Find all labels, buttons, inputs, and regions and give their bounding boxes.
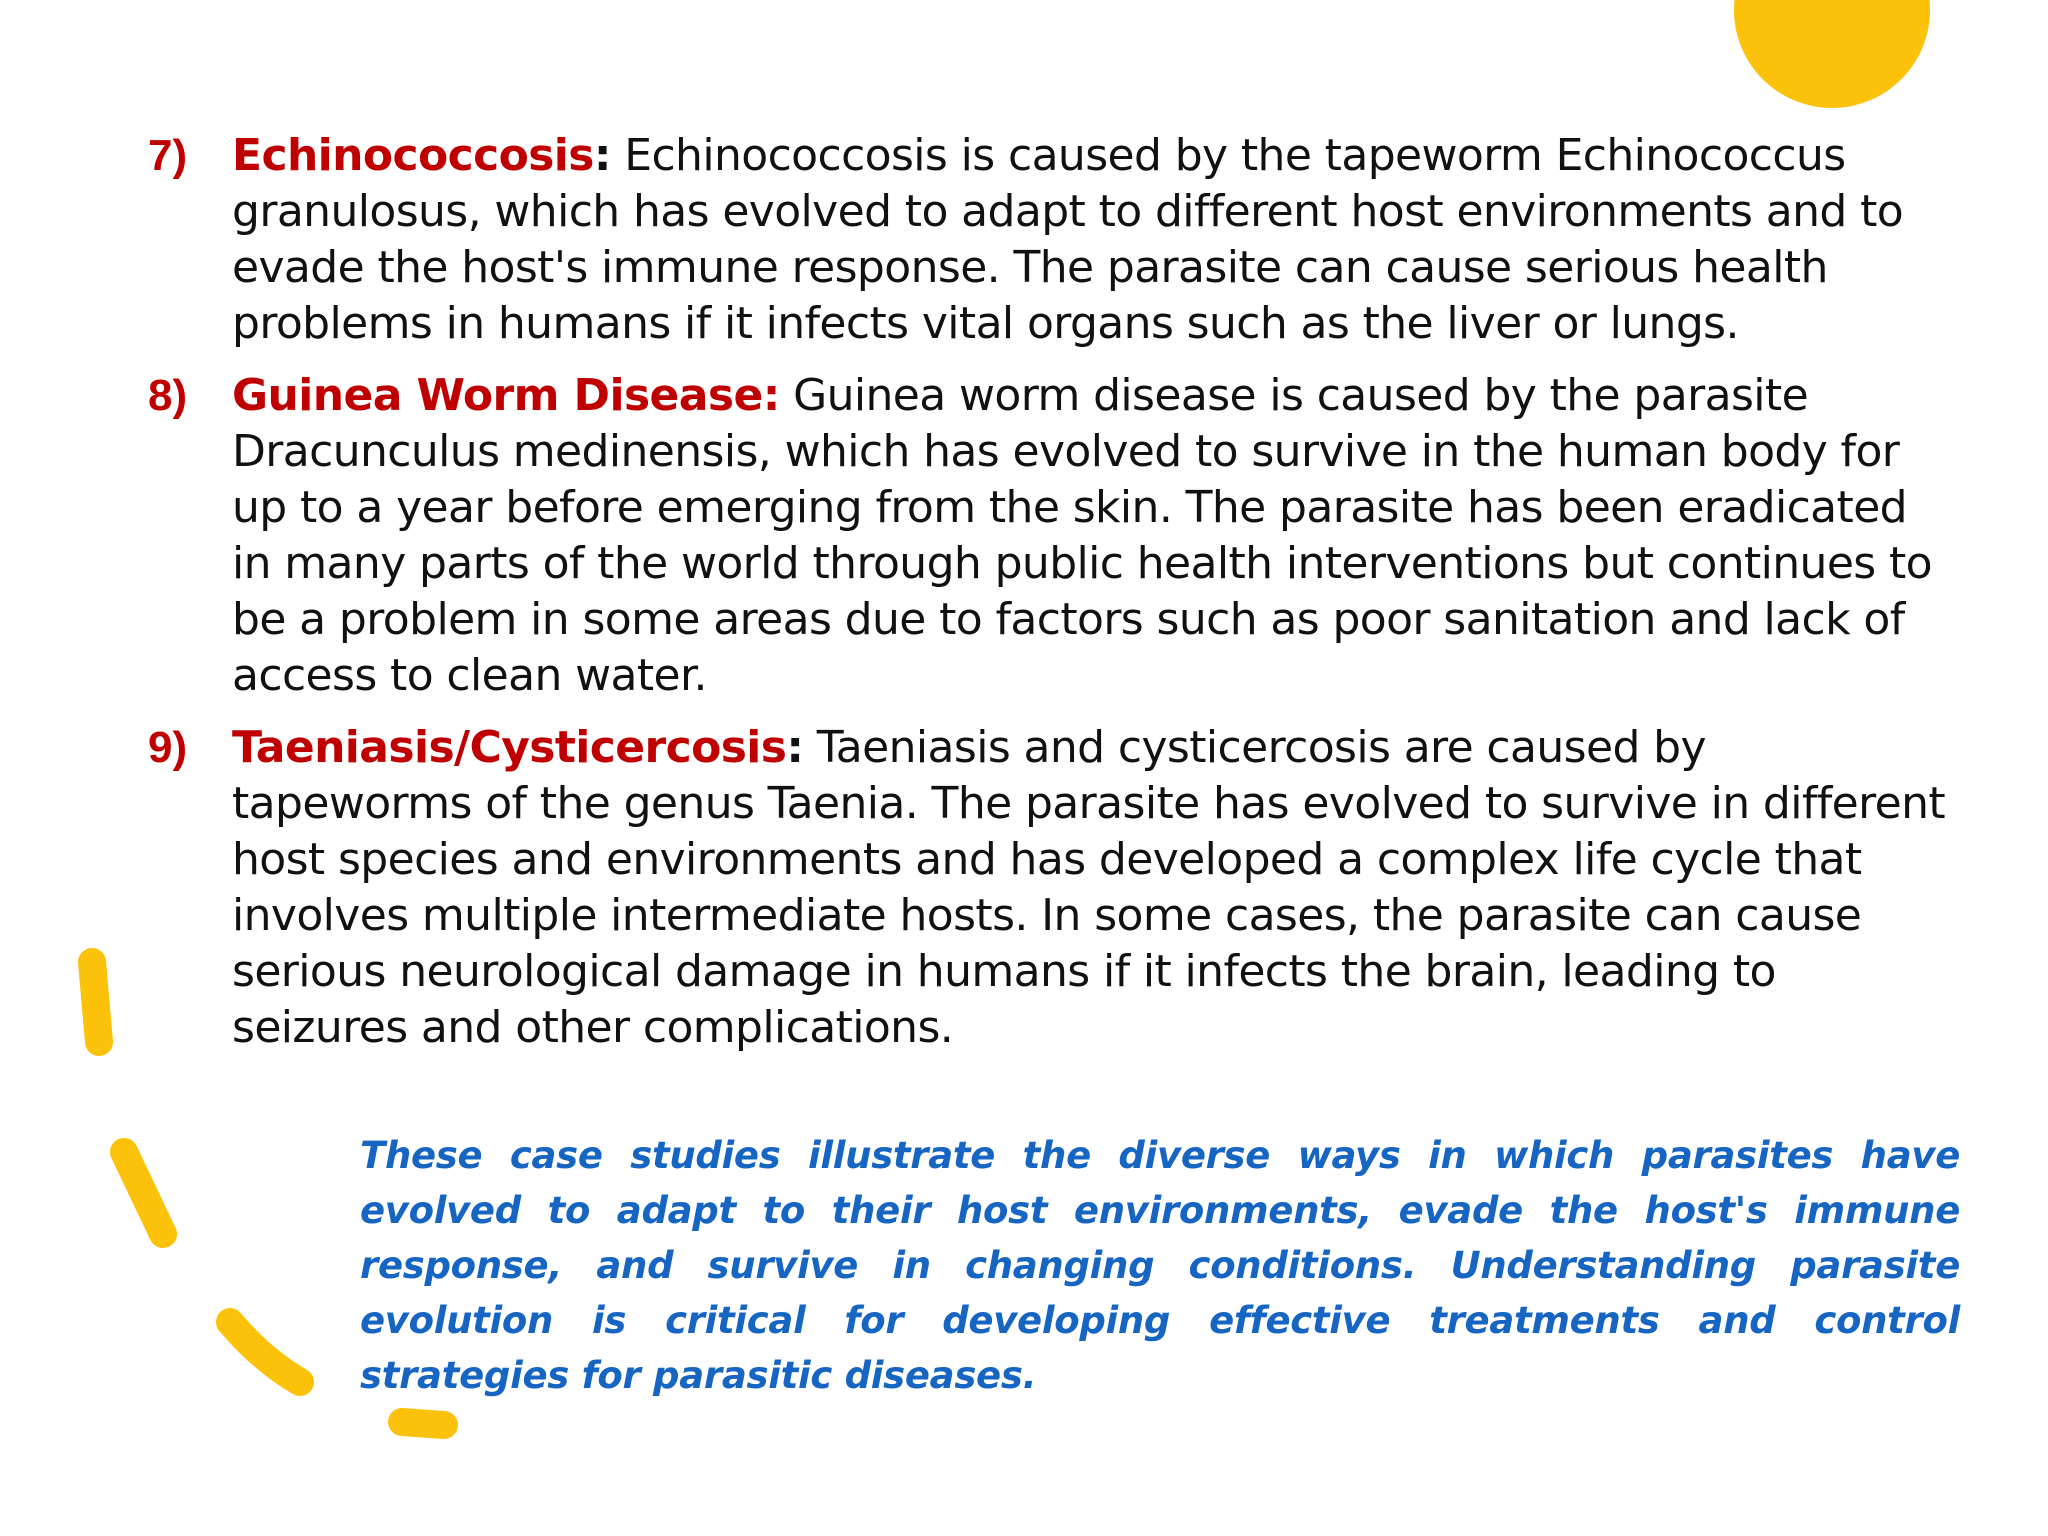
item-description: Guinea worm disease is caused by the parasite Dracunculus medinensis, which has evolved to survive in the human body for up to a year before emerging from the skin. The parasite has been eradicated in many parts of the world through public health interventions but continues to be a problem in some areas due to factors such as poor sanitation and lack of access to clean water. <box>232 370 1932 701</box>
item-number: 7) <box>148 131 188 180</box>
item-text <box>232 368 1948 704</box>
item-number: 9) <box>148 723 188 772</box>
item-description: Taeniasis and cysticercosis are caused by tapeworms of the genus Taenia. The parasite has evolved to survive in different host species and environments and has developed a complex life cycle that involves multiple intermediate hosts. In some cases, the parasite can cause serious neurological damage in humans if it infects the brain, leading to seizures and other complications. <box>232 722 1946 1053</box>
dash-3 <box>230 1322 300 1382</box>
item-term: Guinea Worm Disease: <box>232 370 780 421</box>
item-number: 8) <box>148 371 188 420</box>
dash-2 <box>124 1152 163 1234</box>
item-text <box>232 128 1948 352</box>
yellow-circle-decoration <box>1734 0 1930 108</box>
item-description: Echinococcosis is caused by the tapeworm Echinococcus granulosus, which has evolved to adapt to different host environments and to evade the host's immune response. The parasite can cause serious health problems in humans if it infects vital organs such as the liver or lungs. <box>232 130 1904 349</box>
summary-paragraph: These case studies illustrate the diverse ways in which parasites have evolved to adapt to their host environments, evade the host's immune response, and survive in changing conditions. Understanding parasite evolution is critical for developing effective treatments and control strategies for parasitic diseases. <box>360 1134 1960 1397</box>
list-item <box>148 720 1948 1056</box>
list-item <box>148 128 1948 352</box>
item-text <box>232 720 1948 1056</box>
item-term: Taeniasis/Cysticercosis <box>232 722 787 773</box>
case-study-list <box>148 128 1948 1072</box>
item-separator: : <box>786 722 804 773</box>
list-item <box>148 368 1948 704</box>
dash-1 <box>92 962 99 1042</box>
dash-4 <box>402 1422 444 1425</box>
item-term: Echinococcosis <box>232 130 594 181</box>
item-separator: : <box>593 130 611 181</box>
